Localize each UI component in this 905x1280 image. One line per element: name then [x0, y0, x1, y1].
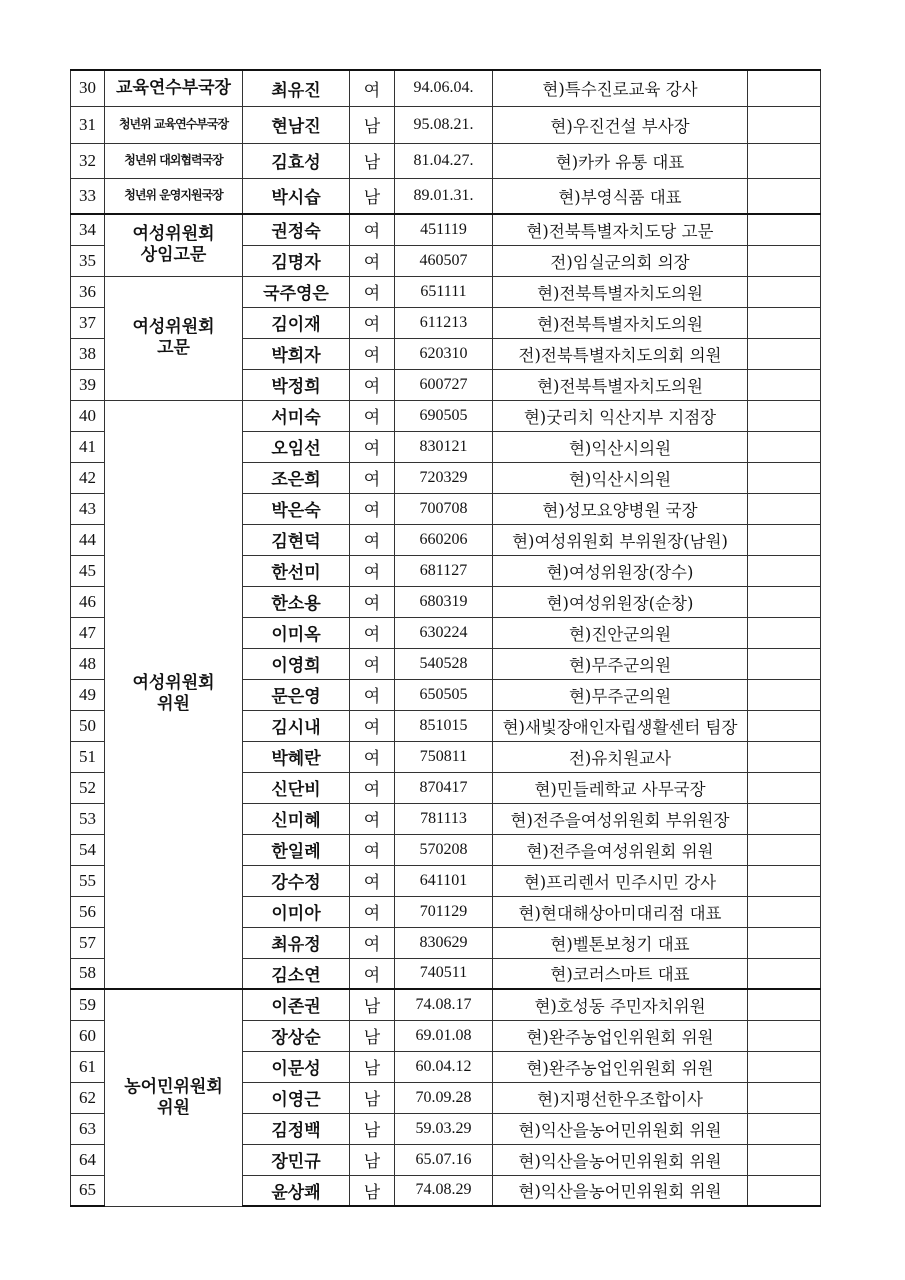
- member-name: 문은영: [243, 679, 350, 710]
- table-row: [71, 214, 821, 245]
- row-number: 44: [71, 524, 105, 555]
- member-sex: 여: [350, 245, 395, 276]
- row-number: 35: [71, 245, 105, 276]
- member-birth: 720329: [395, 462, 493, 493]
- member-position: 청년위 대외협력국장: [105, 143, 243, 178]
- group-position-line2: 위원: [157, 1097, 190, 1118]
- member-birth: 70.09.28: [395, 1082, 493, 1113]
- member-birth: 600727: [395, 369, 493, 400]
- row-number: 64: [71, 1144, 105, 1175]
- member-name: 한소용: [243, 586, 350, 617]
- member-career: 현)민들레학교 사무국장: [493, 772, 748, 803]
- member-sex: 여: [350, 338, 395, 369]
- member-sex: 여: [350, 276, 395, 307]
- member-career: 현)익산을농어민위원회 위원: [493, 1175, 748, 1206]
- row-number: 56: [71, 896, 105, 927]
- member-note: [748, 617, 821, 648]
- member-sex: 여: [350, 896, 395, 927]
- table-row: [71, 276, 821, 307]
- row-number: 32: [71, 143, 105, 178]
- member-sex: 여: [350, 462, 395, 493]
- member-note: [748, 834, 821, 865]
- member-note: [748, 214, 821, 245]
- row-number: 48: [71, 648, 105, 679]
- row-number: 36: [71, 276, 105, 307]
- member-note: [748, 307, 821, 338]
- member-career: 현)익산을농어민위원회 위원: [493, 1113, 748, 1144]
- member-career: 현)여성위원회 부위원장(남원): [493, 524, 748, 555]
- member-career: 현)지평선한우조합이사: [493, 1082, 748, 1113]
- member-name: 김정백: [243, 1113, 350, 1144]
- member-name: 박희자: [243, 338, 350, 369]
- table-row: [71, 178, 821, 214]
- member-note: [748, 143, 821, 178]
- group-position-line2: 고문: [157, 338, 190, 358]
- member-position: 교육연수부국장: [105, 70, 243, 106]
- member-name: 한선미: [243, 555, 350, 586]
- row-number: 61: [71, 1051, 105, 1082]
- member-career: 현)전주을여성위원회 위원: [493, 834, 748, 865]
- member-sex: 여: [350, 70, 395, 106]
- member-sex: 남: [350, 106, 395, 143]
- group-position-cell: [105, 989, 243, 1206]
- row-number: 45: [71, 555, 105, 586]
- member-career: 현)벨톤보청기 대표: [493, 927, 748, 958]
- member-note: [748, 245, 821, 276]
- member-note: [748, 896, 821, 927]
- row-number: 62: [71, 1082, 105, 1113]
- row-number: 39: [71, 369, 105, 400]
- member-sex: 남: [350, 1020, 395, 1051]
- member-name: 이미옥: [243, 617, 350, 648]
- member-career: 현)무주군의원: [493, 648, 748, 679]
- member-sex: 남: [350, 178, 395, 214]
- member-note: [748, 70, 821, 106]
- member-birth: 680319: [395, 586, 493, 617]
- row-number: 40: [71, 400, 105, 431]
- member-note: [748, 989, 821, 1020]
- member-birth: 851015: [395, 710, 493, 741]
- member-note: [748, 106, 821, 143]
- row-number: 50: [71, 710, 105, 741]
- row-number: 47: [71, 617, 105, 648]
- member-name: 서미숙: [243, 400, 350, 431]
- member-note: [748, 338, 821, 369]
- member-birth: 740511: [395, 958, 493, 989]
- member-note: [748, 927, 821, 958]
- member-name: 김소연: [243, 958, 350, 989]
- member-birth: 540528: [395, 648, 493, 679]
- member-note: [748, 679, 821, 710]
- member-note: [748, 1175, 821, 1206]
- member-sex: 여: [350, 369, 395, 400]
- row-number: 38: [71, 338, 105, 369]
- group-position-cell: [105, 400, 243, 989]
- member-name: 조은희: [243, 462, 350, 493]
- member-note: [748, 431, 821, 462]
- member-sex: 남: [350, 1082, 395, 1113]
- member-career: 현)완주농업인위원회 위원: [493, 1051, 748, 1082]
- member-sex: 여: [350, 679, 395, 710]
- member-sex: 여: [350, 617, 395, 648]
- member-name: 김효성: [243, 143, 350, 178]
- member-note: [748, 741, 821, 772]
- member-sex: 여: [350, 741, 395, 772]
- member-note: [748, 803, 821, 834]
- member-name: 한일례: [243, 834, 350, 865]
- member-sex: 여: [350, 958, 395, 989]
- member-name: 이문성: [243, 1051, 350, 1082]
- member-note: [748, 276, 821, 307]
- member-career: 현)전북특별자치도의원: [493, 369, 748, 400]
- member-career: 현)여성위원장(장수): [493, 555, 748, 586]
- member-career: 현)부영식품 대표: [493, 178, 748, 214]
- member-career: 현)여성위원장(순창): [493, 586, 748, 617]
- member-name: 신미혜: [243, 803, 350, 834]
- member-note: [748, 1020, 821, 1051]
- table-row: [71, 70, 821, 106]
- member-career: 현)진안군의원: [493, 617, 748, 648]
- member-birth: 74.08.17: [395, 989, 493, 1020]
- member-birth: 460507: [395, 245, 493, 276]
- member-note: [748, 178, 821, 214]
- row-number: 43: [71, 493, 105, 524]
- row-number: 52: [71, 772, 105, 803]
- member-name: 장민규: [243, 1144, 350, 1175]
- member-birth: 95.08.21.: [395, 106, 493, 143]
- roster-body: [71, 70, 821, 1206]
- member-sex: 여: [350, 648, 395, 679]
- member-career: 현)전북특별자치도의원: [493, 276, 748, 307]
- member-career: 전)유치원교사: [493, 741, 748, 772]
- member-career: 현)익산시의원: [493, 462, 748, 493]
- table-row: [71, 143, 821, 178]
- member-birth: 94.06.04.: [395, 70, 493, 106]
- member-career: 현)무주군의원: [493, 679, 748, 710]
- member-name: 김현덕: [243, 524, 350, 555]
- member-sex: 남: [350, 1175, 395, 1206]
- member-roster-table: [70, 69, 821, 1207]
- member-career: 현)특수진로교육 강사: [493, 70, 748, 106]
- group-position-line2: 위원: [157, 694, 190, 715]
- member-note: [748, 648, 821, 679]
- member-name: 김명자: [243, 245, 350, 276]
- member-sex: 남: [350, 1113, 395, 1144]
- table-row: [71, 400, 821, 431]
- member-birth: 630224: [395, 617, 493, 648]
- member-name: 박혜란: [243, 741, 350, 772]
- member-birth: 69.01.08: [395, 1020, 493, 1051]
- member-birth: 65.07.16: [395, 1144, 493, 1175]
- member-note: [748, 710, 821, 741]
- row-number: 30: [71, 70, 105, 106]
- member-career: 현)현대해상아미대리점 대표: [493, 896, 748, 927]
- member-birth: 81.04.27.: [395, 143, 493, 178]
- group-position-line1: 여성위원회: [132, 316, 215, 337]
- member-career: 현)익산시의원: [493, 431, 748, 462]
- member-note: [748, 1082, 821, 1113]
- member-note: [748, 462, 821, 493]
- member-name: 김이재: [243, 307, 350, 338]
- member-birth: 74.08.29: [395, 1175, 493, 1206]
- member-note: [748, 772, 821, 803]
- member-birth: 611213: [395, 307, 493, 338]
- group-position-line2: 상임고문: [140, 245, 207, 266]
- member-sex: 여: [350, 865, 395, 896]
- row-number: 34: [71, 214, 105, 245]
- member-sex: 여: [350, 400, 395, 431]
- member-note: [748, 586, 821, 617]
- member-career: 전)임실군의회 의장: [493, 245, 748, 276]
- member-birth: 59.03.29: [395, 1113, 493, 1144]
- member-birth: 681127: [395, 555, 493, 586]
- member-birth: 830121: [395, 431, 493, 462]
- member-note: [748, 1113, 821, 1144]
- member-career: 현)성모요양병원 국장: [493, 493, 748, 524]
- row-number: 42: [71, 462, 105, 493]
- table-row: [71, 989, 821, 1020]
- member-name: 이미아: [243, 896, 350, 927]
- row-number: 33: [71, 178, 105, 214]
- member-note: [748, 865, 821, 896]
- row-number: 63: [71, 1113, 105, 1144]
- member-sex: 남: [350, 1144, 395, 1175]
- member-name: 현남진: [243, 106, 350, 143]
- member-sex: 여: [350, 927, 395, 958]
- member-name: 박시습: [243, 178, 350, 214]
- member-career: 현)새빛장애인자립생활센터 팀장: [493, 710, 748, 741]
- row-number: 60: [71, 1020, 105, 1051]
- group-position-cell: [105, 276, 243, 400]
- member-note: [748, 493, 821, 524]
- member-name: 이영근: [243, 1082, 350, 1113]
- member-career: 현)호성동 주민자치위원: [493, 989, 748, 1020]
- member-sex: 여: [350, 834, 395, 865]
- member-name: 이영희: [243, 648, 350, 679]
- member-position: 청년위 운영지원국장: [105, 178, 243, 214]
- row-number: 59: [71, 989, 105, 1020]
- member-career: 현)전주을여성위원회 부위원장: [493, 803, 748, 834]
- row-number: 41: [71, 431, 105, 462]
- row-number: 57: [71, 927, 105, 958]
- member-name: 권정숙: [243, 214, 350, 245]
- member-career: 현)전북특별자치도의원: [493, 307, 748, 338]
- member-career: 전)전북특별자치도의회 의원: [493, 338, 748, 369]
- member-birth: 870417: [395, 772, 493, 803]
- member-name: 박정희: [243, 369, 350, 400]
- member-sex: 여: [350, 586, 395, 617]
- member-birth: 700708: [395, 493, 493, 524]
- member-sex: 여: [350, 803, 395, 834]
- member-name: 김시내: [243, 710, 350, 741]
- member-birth: 651111: [395, 276, 493, 307]
- member-sex: 여: [350, 772, 395, 803]
- member-position: 청년위 교육연수부국장: [105, 106, 243, 143]
- row-number: 55: [71, 865, 105, 896]
- member-career: 현)굿리치 익산지부 지점장: [493, 400, 748, 431]
- member-career: 현)카카 유통 대표: [493, 143, 748, 178]
- row-number: 58: [71, 958, 105, 989]
- member-name: 오임선: [243, 431, 350, 462]
- member-sex: 여: [350, 214, 395, 245]
- member-career: 현)익산을농어민위원회 위원: [493, 1144, 748, 1175]
- member-birth: 89.01.31.: [395, 178, 493, 214]
- member-birth: 641101: [395, 865, 493, 896]
- member-sex: 남: [350, 143, 395, 178]
- row-number: 37: [71, 307, 105, 338]
- member-note: [748, 958, 821, 989]
- member-note: [748, 1051, 821, 1082]
- member-name: 박은숙: [243, 493, 350, 524]
- member-sex: 여: [350, 431, 395, 462]
- row-number: 65: [71, 1175, 105, 1206]
- member-note: [748, 1144, 821, 1175]
- member-birth: 830629: [395, 927, 493, 958]
- row-number: 53: [71, 803, 105, 834]
- member-sex: 여: [350, 493, 395, 524]
- member-sex: 남: [350, 1051, 395, 1082]
- member-name: 장상순: [243, 1020, 350, 1051]
- member-career: 현)코러스마트 대표: [493, 958, 748, 989]
- row-number: 31: [71, 106, 105, 143]
- group-position-line1: 여성위원회: [132, 224, 215, 244]
- member-birth: 451119: [395, 214, 493, 245]
- member-birth: 620310: [395, 338, 493, 369]
- member-birth: 701129: [395, 896, 493, 927]
- member-birth: 690505: [395, 400, 493, 431]
- row-number: 49: [71, 679, 105, 710]
- member-note: [748, 555, 821, 586]
- member-birth: 660206: [395, 524, 493, 555]
- member-name: 최유정: [243, 927, 350, 958]
- member-sex: 여: [350, 710, 395, 741]
- member-career: 현)우진건설 부사장: [493, 106, 748, 143]
- member-name: 윤상쾌: [243, 1175, 350, 1206]
- member-birth: 750811: [395, 741, 493, 772]
- member-name: 이존권: [243, 989, 350, 1020]
- member-sex: 여: [350, 307, 395, 338]
- row-number: 46: [71, 586, 105, 617]
- row-number: 51: [71, 741, 105, 772]
- group-position-line1: 여성위원회: [132, 673, 215, 693]
- member-birth: 650505: [395, 679, 493, 710]
- group-position-line1: 농어민위원회: [124, 1076, 223, 1097]
- member-sex: 여: [350, 524, 395, 555]
- member-career: 현)전북특별자치도당 고문: [493, 214, 748, 245]
- table-row: [71, 106, 821, 143]
- member-name: 신단비: [243, 772, 350, 803]
- member-career: 현)완주농업인위원회 위원: [493, 1020, 748, 1051]
- member-sex: 여: [350, 555, 395, 586]
- member-name: 국주영은: [243, 276, 350, 307]
- member-note: [748, 369, 821, 400]
- member-birth: 781113: [395, 803, 493, 834]
- group-position-cell: [105, 214, 243, 276]
- member-birth: 570208: [395, 834, 493, 865]
- row-number: 54: [71, 834, 105, 865]
- member-note: [748, 524, 821, 555]
- member-name: 강수정: [243, 865, 350, 896]
- member-name: 최유진: [243, 70, 350, 106]
- member-note: [748, 400, 821, 431]
- member-sex: 남: [350, 989, 395, 1020]
- member-birth: 60.04.12: [395, 1051, 493, 1082]
- member-career: 현)프리렌서 민주시민 강사: [493, 865, 748, 896]
